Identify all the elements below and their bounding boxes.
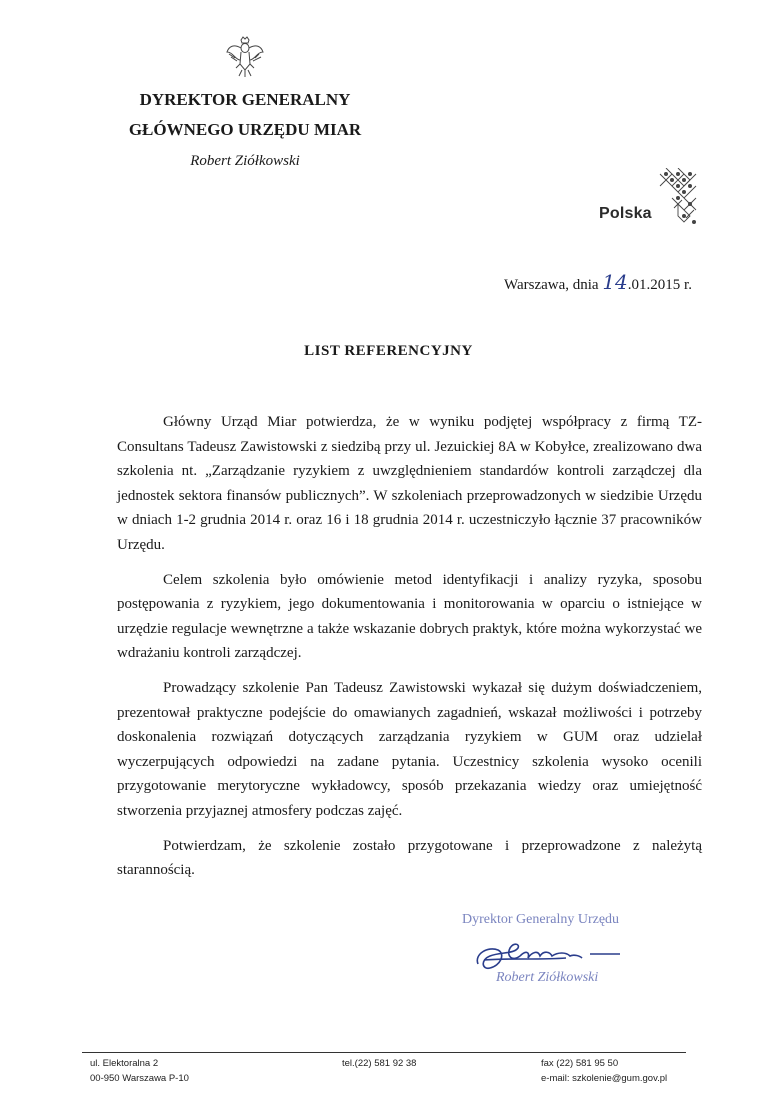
paragraph: Celem szkolenia było omówienie metod identyfikacji i analizy ryzyka, sposobu postępowania z ryzykiem, jego dokumentowania i monitorowania w oparciu o istniejące w urzędzie regulacje wewnętrzne a także wskazanie dobrych praktyk, które można wykorzystać we wdrażaniu kontroli zarządczej. [117, 571, 702, 662]
date-line [504, 270, 692, 294]
document-title: LIST REFERENCYJNY [304, 343, 473, 359]
footer-fax: fax (22) 581 95 50 [541, 1058, 619, 1069]
date-prefix: Warszawa, dnia [504, 277, 599, 293]
paragraph: Potwierdzam, że szkolenie zostało przygotowane i przeprowadzone z należytą starannością. [117, 837, 702, 879]
header-title-line1: DYREKTOR GENERALNY [139, 90, 351, 109]
header-title-line2: GŁÓWNEGO URZĘDU MIAR [128, 120, 362, 139]
paragraph: Prowadzący szkolenie Pan Tadeusz Zawistowski wykazał się dużym doświadczeniem, prezentował praktyczne podejście do omawianych zagadnień, wskazał możliwości i potrzeby doskonalenia rozwiązań dotyczących zarządzania ryzykiem w GUM oraz udzielał wyczerpujących odpowiedzi na zadane pytania. Uczestnicy szkolenia wysoko ocenili przygotowanie merytoryczne wykładowcy, sposób przekazania wiedzy oraz umiejętność stworzenia przyjaznej atmosfery podczas zajęć. [117, 679, 702, 819]
stamp-title: Dyrektor Generalny Urzędu [462, 912, 620, 927]
stamp-name: Robert Ziółkowski [496, 970, 599, 985]
signature-icon [470, 930, 630, 975]
footer-address-line1: ul. Elektoralna 2 [90, 1058, 159, 1069]
letter-body [117, 410, 702, 893]
footer-email: e-mail: szkolenie@gum.gov.pl [541, 1073, 668, 1084]
footer-address-line2: 00-950 Warszawa P-10 [90, 1073, 189, 1084]
footer-divider [82, 1052, 686, 1053]
header-name: Robert Ziółkowski [190, 153, 300, 169]
polska-logo-text: Polska [599, 205, 652, 222]
date-day: 14 [602, 270, 628, 294]
polish-eagle-icon [226, 36, 264, 78]
footer-phone: tel.(22) 581 92 38 [342, 1058, 417, 1069]
paragraph: Główny Urząd Miar potwierdza, że w wyniku podjętej współpracy z firmą TZ-Consultans Tadeusz Zawistowski z siedzibą przy ul. Jezuickiej 8A w Kobyłce, zrealizowano dwa szkolenia nt. „Zarządzanie ryzykiem z uwzględnieniem standardów kontroli zarządczej dla jednostek sektora finansów publicznych”. W szkoleniach przeprowadzonych w siedzibie Urzędu w dniach 1-2 grudnia 2014 r. oraz 16 i 18 grudnia 2014 r. uczestniczyło łącznie 37 pracowników Urzędu. [117, 414, 702, 553]
date-suffix: .01.2015 r. [627, 277, 692, 293]
